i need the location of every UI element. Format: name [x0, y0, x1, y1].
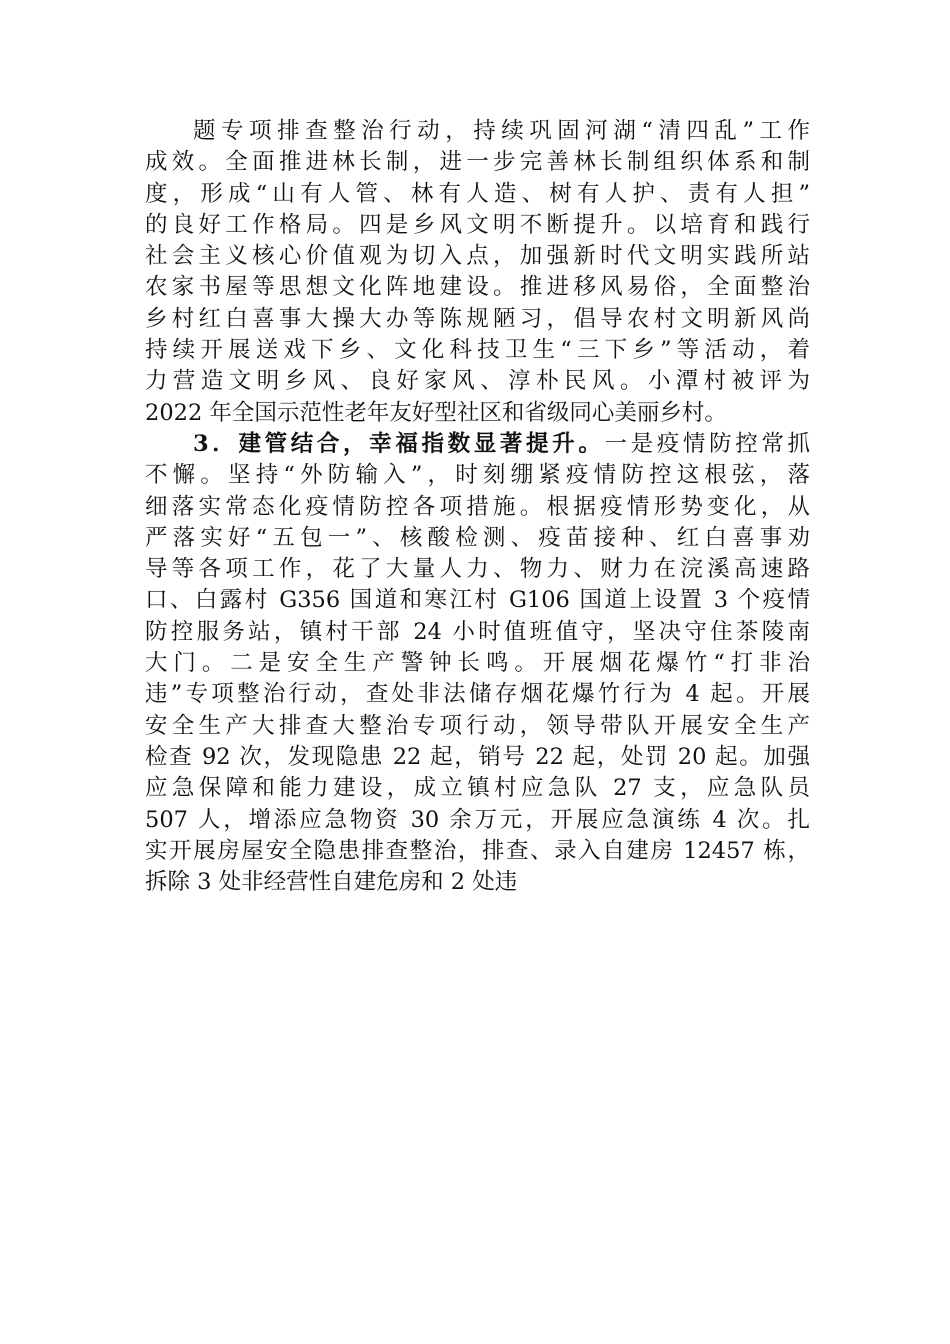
text-line-21: 检查 92 次，发现隐患 22 起，销号 22 起，处罚 20 起。加强 — [145, 743, 810, 770]
text-line-2: 成效。全面推进林长制，进一步完善林长制组织体系和制 — [145, 149, 810, 176]
text-line-24: 实开展房屋安全隐患排查整治，排查、录入自建房 12457 栋， — [145, 837, 810, 864]
text-line-15: 导等各项工作，花了大量人力、物力、财力在浣溪高速路 — [145, 556, 810, 583]
text-line-6: 农家书屋等思想文化阵地建设。推进移风易俗，全面整治 — [145, 274, 810, 301]
text-line-19: 违”专项整治行动，查处非法储存烟花爆竹行为 4 起。开展 — [145, 681, 810, 708]
text-line-22: 应急保障和能力建设，成立镇村应急队 27 支，应急队员 — [145, 775, 810, 802]
text-line-8: 持续开展送戏下乡、文化科技卫生“三下乡”等活动，着 — [145, 337, 810, 364]
text-line-5: 社会主义核心价值观为切入点，加强新时代文明实践所站 — [145, 243, 810, 270]
text-line-11 — [145, 429, 810, 460]
text-line-10: 2022 年全国示范性老年友好型社区和省级同心美丽乡村。 — [145, 399, 727, 426]
text-line-12: 不懈。坚持“外防输入”，时刻绷紧疫情防控这根弦，落 — [145, 462, 810, 489]
text-line-25: 拆除 3 处非经营性自建危房和 2 处违 — [145, 869, 518, 896]
text-line-7: 乡村红白喜事大操大办等陈规陋习，倡导农村文明新风尚 — [145, 305, 810, 332]
body-text — [145, 116, 810, 898]
text-line-3: 度，形成“山有人管、林有人造、树有人护、责有人担” — [145, 180, 810, 207]
text-line-14: 严落实好“五包一”、核酸检测、疫苗接种、红白喜事劝 — [145, 524, 810, 551]
text-line-9: 力营造文明乡风、良好家风、淳朴民风。小潭村被评为 — [145, 368, 810, 395]
section-heading: 3．建管结合，幸福指数显著提升。 — [193, 430, 605, 457]
text-line-23: 507 人，增添应急物资 30 余万元，开展应急演练 4 次。扎 — [145, 806, 810, 833]
text-line-13: 细落实常态化疫情防控各项措施。根据疫情形势变化，从 — [145, 493, 810, 520]
text-line-17: 防控服务站，镇村干部 24 小时值班值守，坚决守住茶陵南 — [145, 618, 810, 645]
text-line-16: 口、白露村 G356 国道和寒江村 G106 国道上设置 3 个疫情 — [145, 587, 810, 614]
text-line-4: 的良好工作格局。四是乡风文明不断提升。以培育和践行 — [145, 211, 810, 238]
text-line-20: 安全生产大排查大整治专项行动，领导带队开展安全生产 — [145, 712, 810, 739]
section-heading-continuation: 一是疫情防控常抓 — [604, 430, 810, 457]
text-line-18: 大门。二是安全生产警钟长鸣。开展烟花爆竹“打非治 — [145, 650, 810, 677]
text-line-1: 题专项排查整治行动，持续巩固河湖“清四乱”工作 — [193, 118, 810, 144]
